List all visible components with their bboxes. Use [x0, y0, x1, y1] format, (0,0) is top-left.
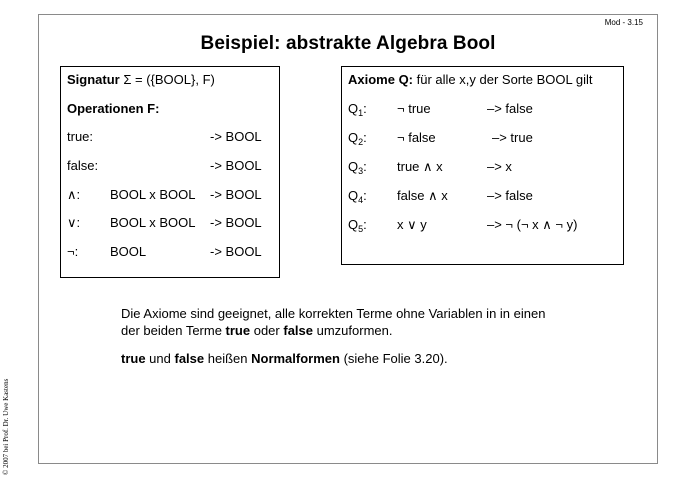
signature-line — [67, 72, 215, 87]
explanation-paragraph — [121, 305, 621, 339]
operation-name: ¬: — [67, 244, 79, 259]
axiom-id: $Q_1$: — [348, 101, 367, 118]
normalform-paragraph: true und false heißen Normalformen (siehe Folie 3.20). — [121, 351, 448, 366]
explanation-line-2: der beiden Terme true oder false umzuformen. — [121, 323, 393, 338]
keyword-true: true — [121, 351, 146, 366]
operation-result: -> BOOL — [210, 187, 262, 202]
page-title: Beispiel: abstrakte Algebra Bool — [200, 33, 496, 54]
keyword-false: false — [283, 323, 313, 338]
keyword-normalformen: Normalformen — [251, 351, 340, 366]
axiom-id: $Q_2$: — [348, 130, 367, 147]
axiom-rhs: –> true — [492, 130, 533, 145]
signature-box — [60, 66, 280, 278]
axiom-lhs: x ∨ y — [397, 217, 427, 232]
axiom-rhs: –> x — [487, 159, 512, 174]
axioms-heading — [348, 72, 592, 87]
operation-name: true: — [67, 129, 94, 144]
axiom-lhs: false ∧ x — [397, 188, 448, 203]
slide — [38, 14, 658, 464]
explanation-line-1: Die Axiome sind geeignet, alle korrekten Terme ohne Variablen in in einen — [121, 306, 546, 321]
axioms-label: Axiome Q: — [348, 72, 414, 87]
operation-name: ∨: — [67, 215, 81, 230]
axiom-id: $Q_4$: — [348, 188, 367, 205]
axiom-id: $Q_5$: — [348, 217, 367, 234]
keyword-true: true — [225, 323, 251, 338]
axiom-lhs: ¬ true — [397, 101, 431, 116]
operations-heading: Operationen F: — [67, 101, 160, 116]
axioms-intro: für alle x,y der Sorte BOOL gilt — [416, 72, 593, 87]
operation-result: -> BOOL — [210, 158, 262, 173]
axiom-lhs: true ∧ x — [397, 159, 443, 174]
keyword-false: false — [174, 351, 205, 366]
signature-label: Signatur — [67, 72, 120, 87]
operation-args: BOOL x BOOL — [110, 215, 196, 230]
axiom-rhs: –> ¬ (¬ x ∧ ¬ y) — [487, 217, 578, 232]
axiom-rhs: –> false — [487, 101, 533, 116]
axiom-lhs: ¬ false — [397, 130, 436, 145]
copyright-note: © 2007 bei Prof. Dr. Uwe Kastens — [2, 378, 10, 475]
operation-result: -> BOOL — [210, 129, 262, 144]
operation-args: BOOL — [110, 244, 147, 259]
axioms-box — [341, 66, 624, 265]
operation-result: -> BOOL — [210, 215, 262, 230]
signature-value: Σ = ({BOOL}, F) — [123, 72, 215, 87]
axiom-id: $Q_3$: — [348, 159, 367, 176]
operation-args: BOOL x BOOL — [110, 187, 196, 202]
operation-name: false: — [67, 158, 99, 173]
slide-number: Mod - 3.15 — [604, 18, 643, 27]
axiom-rhs: –> false — [487, 188, 533, 203]
operation-result: -> BOOL — [210, 244, 262, 259]
operation-name: ∧: — [67, 187, 81, 202]
